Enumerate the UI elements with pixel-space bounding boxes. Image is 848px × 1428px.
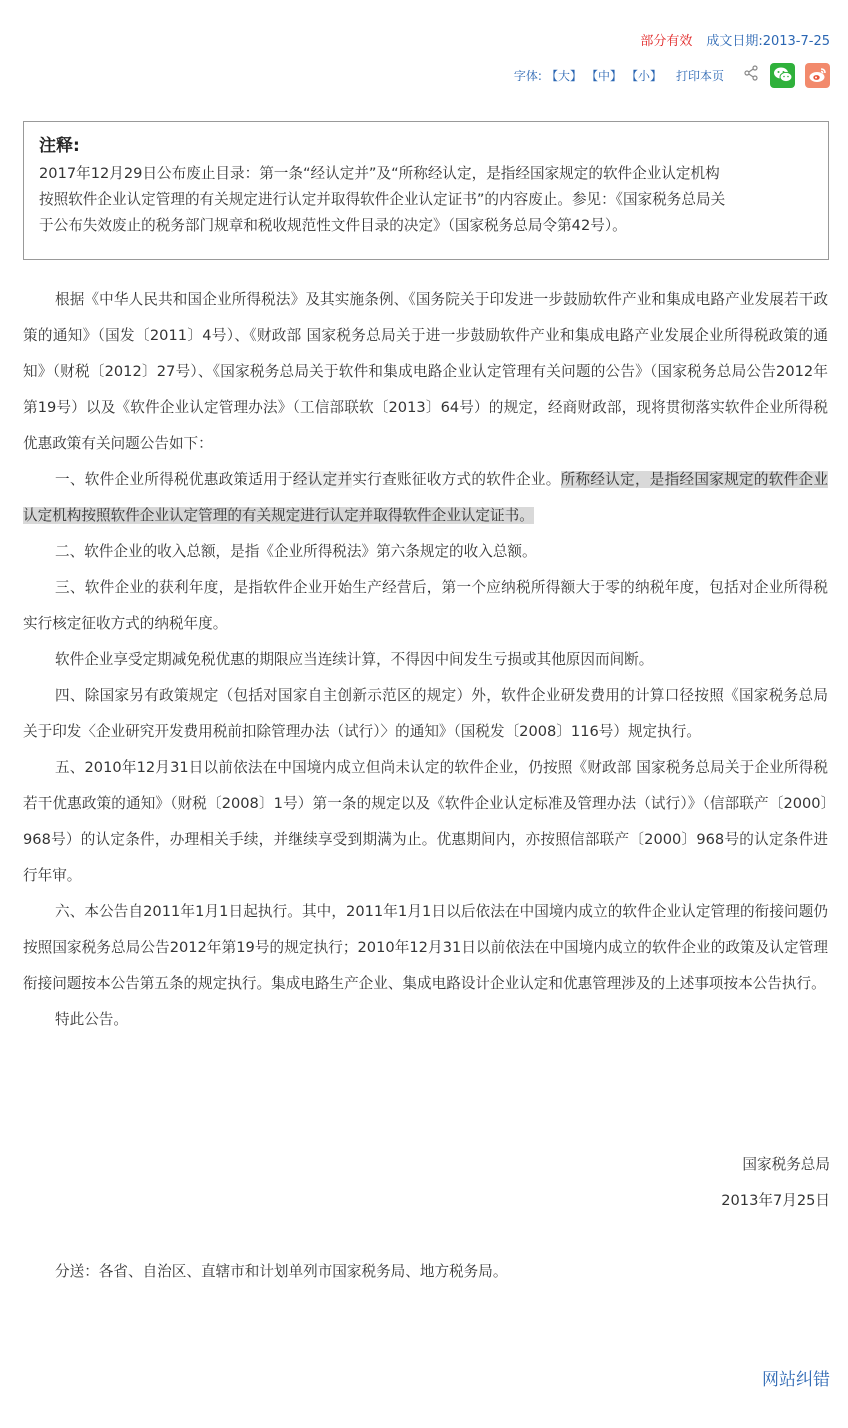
item-1-text-a: 一、软件企业所得税优惠政策适用于 — [55, 471, 293, 488]
item-5-paragraph: 五、2010年12月31日以前依法在中国境内成立但尚未认定的软件企业，仍按照《财政部 国家税务总局关于企业所得税若干优惠政策的通知》（财税〔2008〕1号）第一条的规定以及《软件企业认定标准及管理办法（试行）》（信部联产〔2000〕968号）的认定条件，办理相关手续，并继续享受到期满为止。优惠期间内，亦按照信部联产〔2000〕968号的认定条件进行年审。 — [23, 759, 828, 884]
font-medium-button[interactable]: 【中】 — [585, 68, 622, 83]
validity-status: 部分有效 — [640, 34, 693, 49]
issue-date: 成文日期:2013-7-25 — [706, 34, 830, 49]
annotation-line: 按照软件企业认定管理的有关规定进行认定并取得软件企业认定证书”的内容废止。参见：《国家税务总局关 — [39, 191, 726, 208]
item-1-paragraph — [23, 462, 828, 534]
font-large-button[interactable]: 【大】 — [545, 68, 582, 83]
annotation-line: 2017年12月29日公布废止目录：第一条“经认定并”及“所称经认定，是指经国家规定的软件企业认定机构 — [39, 165, 720, 182]
item-3-paragraph: 三、软件企业的获利年度，是指软件企业开始生产经营后，第一个应纳税所得额大于零的纳税年度，包括对企业所得税实行核定征收方式的纳税年度。 — [23, 579, 828, 632]
wechat-share-icon[interactable] — [770, 63, 795, 88]
article-body — [23, 282, 828, 1038]
site-error-report-link[interactable]: 网站纠错 — [762, 1370, 830, 1390]
annotation-box — [23, 121, 829, 260]
issuing-authority: 国家税务总局 — [742, 1156, 830, 1173]
weibo-share-icon[interactable] — [805, 63, 830, 88]
highlight-repealed-sentence: 所称经认定，是指经国家规定的软件企业认定机构按照软件企业认定管理的有关规定进行认定并取得软件企业认定证书。 — [23, 471, 828, 524]
font-size-label: 字体: — [513, 68, 542, 83]
item-3-extra-paragraph: 软件企业享受定期减免税优惠的期限应当连续计算，不得因中间发生亏损或其他原因而间断。 — [55, 651, 654, 668]
signature-date: 2013年7月25日 — [721, 1192, 830, 1209]
highlight-repealed-phrase: 经认定并 — [292, 471, 353, 488]
intro-paragraph: 根据《中华人民共和国企业所得税法》及其实施条例、《国务院关于印发进一步鼓励软件产业和集成电路产业发展若干政策的通知》（国发〔2011〕4号）、《财政部 国家税务总局关于进一步鼓励软件产业和集成电路产业发展企业所得税政策的通知》（财税〔2012〕27号）、《国家税务总局关于软件和集成电路企业认定管理有关问题的公告》（国家税务总局公告2012年第19号）以及《软件企业认定管理办法》（工信部联软〔2013〕64号）的规定，经商财政部，现将贯彻落实软件企业所得税优惠政策有关问题公告如下： — [23, 291, 828, 452]
item-4-paragraph: 四、除国家另有政策规定（包括对国家自主创新示范区的规定）外，软件企业研发费用的计算口径按照《国家税务总局关于印发〈企业研究开发费用税前扣除管理办法（试行）〉的通知》（国税发〔2008〕116号）规定执行。 — [23, 687, 828, 740]
item-1-text-b: 实行查账征收方式的软件企业。 — [352, 471, 561, 488]
closing-paragraph: 特此公告。 — [55, 1011, 128, 1028]
toolbar — [510, 62, 830, 88]
share-icon[interactable] — [742, 65, 760, 85]
font-small-button[interactable]: 【小】 — [625, 68, 662, 83]
item-2-paragraph: 二、软件企业的收入总额，是指《企业所得税法》第六条规定的收入总额。 — [55, 543, 537, 560]
print-button[interactable]: 打印本页 — [675, 68, 724, 83]
annotation-title: 注释: — [39, 136, 80, 156]
status-row — [640, 30, 830, 49]
annotation-line: 于公布失效废止的税务部门规章和税收规范性文件目录的决定》（国家税务总局令第42号）。 — [39, 217, 627, 234]
item-6-paragraph: 六、本公告自2011年1月1日起执行。其中，2011年1月1日以后依法在中国境内成立的软件企业认定管理的衔接问题仍按照国家税务总局公告2012年第19号的规定执行；2010年12月31日以前依法在中国境内成立的软件企业的政策及认定管理衔接问题按本公告第五条的规定执行。集成电路生产企业、集成电路设计企业认定和优惠管理涉及的上述事项按本公告执行。 — [23, 903, 828, 992]
distribution-list: 分送：各省、自治区、直辖市和计划单列市国家税务局、地方税务局。 — [55, 1263, 508, 1280]
